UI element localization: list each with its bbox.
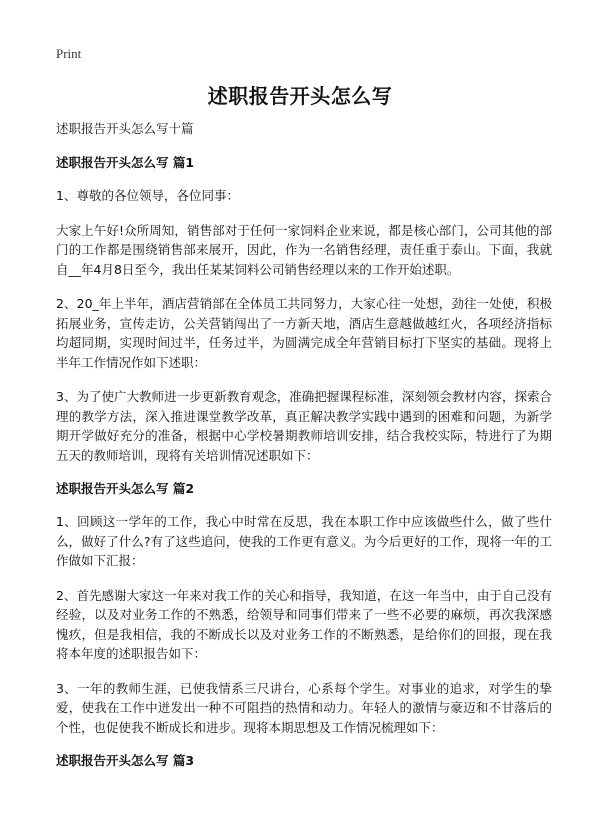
paragraph: 2、20_年上半年，酒店营销部在全体员工共同努力，大家心往一处想，劲往一处使，积极拓展业务，宣传走访，公关营销闯出了一方新天地，酒店生意越做越红火，各项经济指标均超同期，实现时间过半，任务过半，为圆满完成全年营销目标打下坚实的基础。现将上半年工作情况作如下述职： [56,296,552,370]
document-subtitle: 述职报告开头怎么写十篇 [56,121,194,136]
paragraph: 大家上午好!众所周知，销售部对于任何一家饲料企业来说，都是核心部门，公司其他的部门的工作都是围绕销售部来展开，因此，作为一名销售经理，责任重于泰山。下面，我就自__年4月8日至今，我出任某某饲料公司销售经理以来的工作开始述职。 [56,222,552,277]
section-2 [56,480,552,737]
document-body [56,120,552,784]
paragraph: 3、一年的教师生涯，已使我情系三尺讲台，心系每个学生。对事业的追求，对学生的挚爱，使我在工作中迸发出一种不可阻挡的热情和动力。年轻人的激情与豪迈和不甘落后的个性，也促使我不断成长和进步。现将本期思想及工作情况梳理如下： [56,680,552,735]
print-link[interactable]: Print [56,46,82,61]
section-1 [56,154,552,465]
section-3 [56,752,552,770]
paragraph: 1、尊敬的各位领导，各位同事： [56,188,239,203]
section-heading: 述职报告开头怎么写 篇2 [56,481,195,496]
document-title: 述职报告开头怎么写 [207,84,393,108]
section-heading: 述职报告开头怎么写 篇3 [56,753,195,768]
paragraph: 2、首先感谢大家这一年来对我工作的关心和指导，我知道，在这一年当中，由于自己没有经验，以及对业务工作的不熟悉，给领导和同事们带来了一些不必要的麻烦，再次我深感愧疚，但是我相信，我的不断成长以及对业务工作的不断熟悉，是给你们的回报，现在我将本年度的述职报告如下： [56,587,552,661]
paragraph: 3、为了使广大教师进一步更新教育观念，准确把握课程标准，深刻领会教材内容，探索合理的教学方法，深入推进课堂教学改革，真正解决教学实践中遇到的困难和问题，为新学期开学做好充分的准备，根据中心学校暑期教师培训安排，结合我校实际，特进行了为期五天的教师培训，现将有关培训情况述职如下： [56,389,552,463]
paragraph: 1、回顾这一学年的工作，我心中时常在反思，我在本职工作中应该做些什么，做了些什么，做好了什么?有了这些追问，使我的工作更有意义。为今后更好的工作，现将一年的工作做如下汇报： [56,514,552,568]
section-heading: 述职报告开头怎么写 篇1 [56,155,195,170]
